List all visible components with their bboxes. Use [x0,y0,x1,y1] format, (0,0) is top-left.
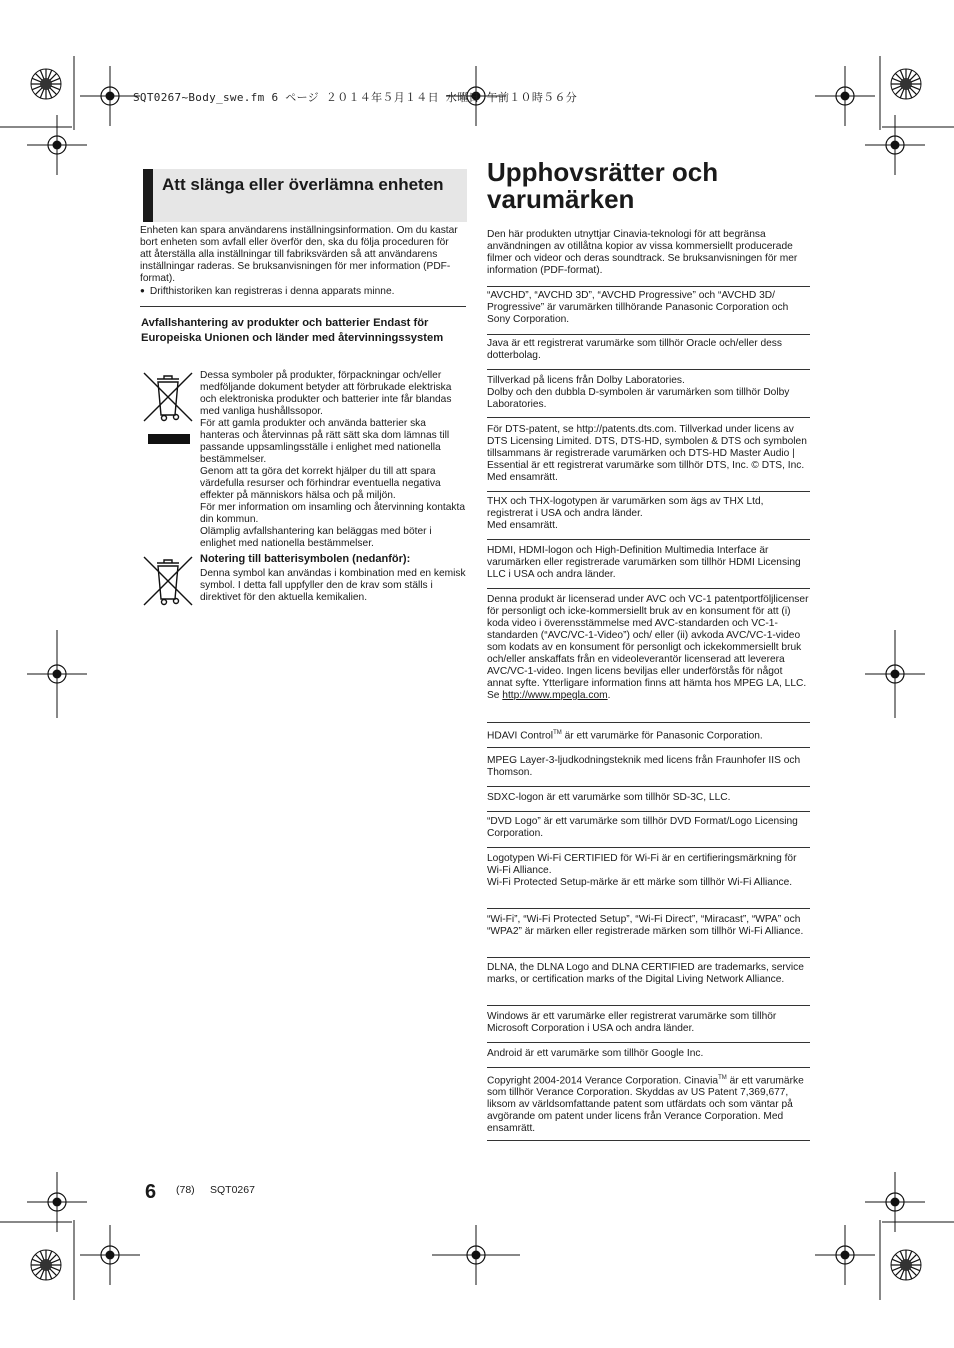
tm-block: “DVD Logo” är ett varumärke som tillhör DVD Format/Logo Licensing Corporation. [487,816,798,839]
tm-block: Logotypen Wi-Fi CERTIFIED för Wi-Fi är en certifieringsmärkning för Wi-Fi Alliance. Wi-Fi Protected Setup-märke är ett märke som tillhör Wi-Fi Alliance. [487,853,797,888]
weee-black-bar [148,434,190,444]
divider [487,588,810,589]
divider [487,747,810,748]
tm-block: Java är ett registrerat varumärke som tillhör Oracle och/eller dess dotterbolag. [487,338,782,361]
cinavia-tm: TM [718,1075,727,1081]
tm-block: För DTS-patent, se http://patents.dts.com. Tillverkad under licens av DTS Licensing Limited. DTS, DTS-HD, symbolen & DTS och symbolen tillsammans är registrerade varumärken och DTS-HD Master Audio | Essential är ett registrerat varumärke som tillhör DTS, Inc. © DTS, Inc. Med ensamrätt. [487,424,807,483]
tm-block: Den här produkten utnyttjar Cinavia-teknologi för att begränsa användningen av otillåtna kopior av vissa kommersiellt producerade filmer och videor och deras soundtrack. Se bruksanvisningen för mer information (PDF-format). [487,229,798,276]
tm-block: HDMI, HDMI-logon och High-Definition Multimedia Interface är varumärken eller registrerade varumärken som tillhör HDMI Licensing LLC i USA och andra länder. [487,545,801,580]
tm-block-cinavia [487,1072,810,1135]
tm-block: “Wi-Fi”, “Wi-Fi Protected Setup”, “Wi-Fi Direct”, “Miracast”, “WPA” och “WPA2” är märken eller registrerade märken som tillhör Wi-Fi Alliance. [487,914,804,937]
mpegla-prefix: Se [487,690,503,701]
tm-block-hdavi [487,727,810,742]
weee-paragraph: För att gamla produkter och använda batterier ska hanteras och återvinnas på rätt sätt ska dom lämnas till passande uppsamlingsställe i enlighet med nationella bestämmelser. [200,418,450,465]
tm-block: SDXC-logon är ett varumärke som tillhör SD-3C, LLC. [487,792,731,803]
divider [487,539,810,540]
divider [487,1042,810,1043]
battery-section [200,553,466,604]
section-title-disposal: Att slänga eller överlämna enheten [143,169,467,222]
bullet-history-text: Drifthistoriken kan registreras i denna apparats minne. [149,286,395,297]
crossed-bin-battery-icon [140,551,196,609]
hdavi-text: HDAVI Control [487,730,554,742]
divider [487,334,810,335]
weee-paragraph: För mer information om insamling och återvinning kontakta din kommun. [200,502,465,525]
divider [487,908,810,909]
divider [487,286,810,287]
divider-left [140,306,466,307]
tm-block: MPEG Layer-3-ljudkodningsteknik med licens från Fraunhofer IIS och Thomson. [487,755,801,778]
cinavia-text-rest: är ett varumärke som tillhör Verance Corporation. Skyddas av US Patent 7,369,677, liksom av världsomfattande patent som utfärdats och som väntar på avgörande om patent under licens från Verance Corporation. Med ensamrätt. [487,1075,804,1135]
divider [487,491,810,492]
file-info-header: SQT0267~Body_swe.fm 6 ページ ２０１４年５月１４日 水曜日 午前１０時５６分 [133,91,578,104]
divider [487,811,810,812]
battery-heading: Notering till batterisymbolen (nedanför): [200,553,411,565]
crossed-bin-icon [140,367,196,425]
hdavi-text-rest: är ett varumärke för Panasonic Corporation. [561,730,763,742]
bullet-history [140,285,460,298]
battery-text: Denna symbol kan användas i kombination med en kemisk symbol. I detta fall uppfyller den de krav som ställs i direktivet för den aktuella kemikalien. [200,568,466,603]
tm-block-avc [487,594,810,702]
avc-text: Denna produkt är licenserad under AVC och VC-1 patentportföljlicenser för personligt och icke-kommersiellt bruk av en konsument för att (i) koda video i överensstämmelse med AVC-standarden och VC-1-standarden (“AVC/VC-1-Video”) och/ eller (ii) avkoda AVC/VC-1-video som kodats av en konsument för personligt och ickekommersiellt bruk och/eller anskaffats från en videoleverantör licenserad att leverera AVC/VC-1-video. Ingen licens beviljas eller underförstås för något annat syfte. Ytterligare information finns att hämta hos MPEG LA, LLC. [487,594,809,689]
weee-paragraph: Olämplig avfallshantering kan beläggas med böter i enlighet med nationella bestämmelser. [200,526,432,549]
weee-text [200,370,466,550]
page-title: Upphovsrätter och varumärken [487,157,719,214]
disposal-heading: Avfallshantering av produkter och batterier Endast för Europeiska Unionen och länder med återvinningssystem [141,317,444,344]
tm-block: THX och THX-logotypen är varumärken som ägs av THX Ltd, registrerat i USA och andra länder. Med ensamrätt. [487,496,764,531]
divider [487,1005,810,1006]
weee-paragraph: Genom att ta göra det korrekt hjälper du till att spara värdefulla resurser och förhindrar eventuella negativa effekter på människors hälsa och på miljön. [200,466,441,501]
divider [487,786,810,787]
divider [487,847,810,848]
tm-block: DLNA, the DLNA Logo and DLNA CERTIFIED are trademarks, service marks, or certification marks of the Digital Living Network Alliance. [487,962,804,985]
weee-paragraph: Dessa symboler på produkter, förpackningar och/eller medföljande dokument betyder att förbrukade elektriska och elektroniska produkter och batterier inte får blandas med vanliga hushållssopor. [200,370,452,417]
tm-block: “AVCHD”, “AVCHD 3D”, “AVCHD Progressive” och “AVCHD 3D/ Progressive” är varumärken tillhörande Panasonic Corporation och Sony Corporation. [487,290,789,325]
divider [487,722,810,723]
intro-section [140,225,460,298]
divider [487,369,810,370]
divider [487,957,810,958]
page-number: 6 [145,1181,157,1203]
mpegla-suffix: . [607,690,611,701]
tm-block: Android är ett varumärke som tillhör Google Inc. [487,1048,704,1059]
divider [487,1140,810,1141]
mpegla-line [487,690,810,702]
cinavia-text: Copyright 2004-2014 Verance Corporation. Cinavia [487,1075,719,1087]
page-reference: (78) [176,1184,195,1196]
hdavi-tm: TM [553,730,562,736]
divider [487,1067,810,1068]
mpegla-link[interactable]: http://www.mpegla.com [502,690,608,701]
divider [487,417,810,418]
tm-block: Windows är ett varumärke eller registrerat varumärke som tillhör Microsoft Corporation i USA och andra länder. [487,1011,777,1034]
intro-text: Enheten kan spara användarens inställningsinformation. Om du kastar bort enheten som avfall eller överför den, ska du följa proceduren för att återställa alla inställningar till fabriksvärden så att användarens inställningar raderas. Se bruksanvisningen för mer information (PDF-format). [140,225,458,284]
tm-block: Tillverkad på licens från Dolby Laboratories. Dolby och den dubbla D-symbolen är varumärken som tillhör Dolby Laboratories. [487,375,790,410]
model-code: SQT0267 [210,1184,255,1196]
